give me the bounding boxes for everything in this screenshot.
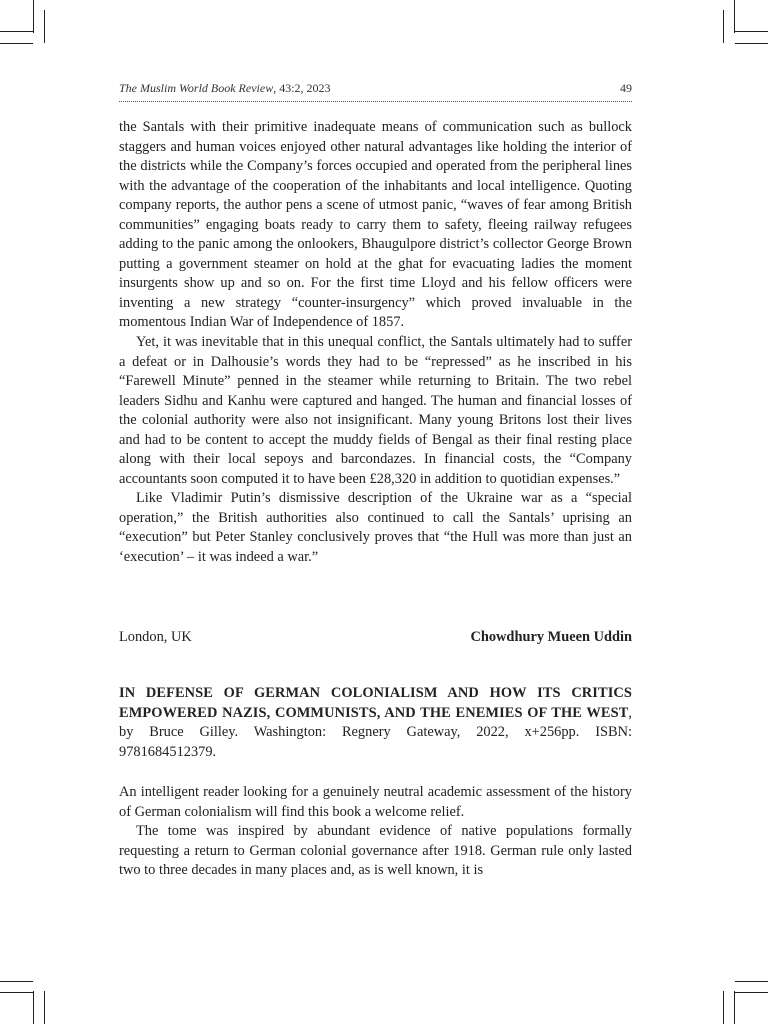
crop-mark xyxy=(44,991,45,1024)
crop-mark xyxy=(0,43,33,44)
paragraph: The tome was inspired by abundant evidence of native populations formally requesting a return to German colonial governance after 1918. German rule only lasted two to three decades in many places and, as is well known, it is xyxy=(119,823,632,879)
crop-mark xyxy=(735,43,768,44)
crop-mark xyxy=(33,991,34,1024)
book-title: IN DEFENSE OF GERMAN COLONIALISM AND HOW ITS CRITICS EMPOWERED NAZIS, COMMUNISTS, AND THE ENEMIES OF THE WEST xyxy=(119,685,632,721)
crop-mark xyxy=(734,991,735,1024)
crop-mark xyxy=(0,31,33,32)
crop-mark xyxy=(734,0,735,33)
paragraph: Yet, it was inevitable that in this unequal conflict, the Santals ultimately had to suffer a defeat or in Dalhousie’s words they had to be “repressed” as he inscribed in his “Farewell Minute” penned in the steamer while returning to Britain. The two rebel leaders Sidhu and Kanhu were captured and hanged. The human and financial losses of the colonial authority were also not insignificant. Many young Britons lost their lives and had to be content to accept the muddy fields of Bengal as their final resting place along with their local sepoys and barcondazes. In financial costs, the “Company accountants soon computed it to have been £28,320 in addition to quotidian expenses.” xyxy=(119,334,632,487)
paragraph: the Santals with their primitive inadequate means of communication such as bullock staggers and human voices enjoyed other natural advantages like holding the interior of the districts while the Company’s forces occupied and operated from the peripheral lines with the advantage of the cooperation of the inhabitants and local intelligence. Quoting company reports, the author pens a scene of utmost panic, “waves of fear among British communities” engaging boats ready to carry them to safety, fleeing railway refugees adding to the panic among the onlookers, Bhaugulpore district’s collector George Brown putting a government steamer on hold at the ghat for evacuating ladies the moment insurgents show up and so on. For the first time Lloyd and his fellow officers were inventing a new strategy “counter-insurgency” which proved invaluable in the momentous Indian War of Independence of 1857. xyxy=(119,119,632,331)
crop-mark xyxy=(723,10,724,43)
crop-mark xyxy=(0,981,33,982)
crop-mark xyxy=(44,10,45,43)
crop-mark xyxy=(735,992,768,993)
reviewer-name: Chowdhury Mueen Uddin xyxy=(470,629,632,645)
new-review-body xyxy=(119,783,632,881)
paragraph: An intelligent reader looking for a genuinely neutral academic assessment of the history of German colonialism will find this book a welcome relief. xyxy=(119,784,632,820)
crop-mark xyxy=(0,992,33,993)
journal-issue: , 43:2, 2023 xyxy=(273,81,331,95)
crop-mark xyxy=(33,0,34,33)
running-header xyxy=(119,81,632,102)
previous-review-body xyxy=(119,118,632,568)
book-citation xyxy=(119,684,632,762)
crop-mark xyxy=(723,991,724,1024)
journal-title: The Muslim World Book Review xyxy=(119,81,274,95)
book-details: , by Bruce Gilley. Washington: Regnery Gateway, 2022, x+256pp. ISBN: 9781684512379. xyxy=(119,704,632,760)
crop-mark xyxy=(735,31,768,32)
reviewer-location: London, UK xyxy=(119,629,192,645)
crop-mark xyxy=(735,981,768,982)
page-number: 49 xyxy=(620,81,632,95)
review-signoff xyxy=(119,627,632,647)
paragraph: Like Vladimir Putin’s dismissive description of the Ukraine war as a “special operation,” the British authorities also continued to call the Santals’ uprising an “execution” but Peter Stanley conclusively proves that “the Hull was more than just an ‘execution’ – it was indeed a war.” xyxy=(119,490,632,566)
